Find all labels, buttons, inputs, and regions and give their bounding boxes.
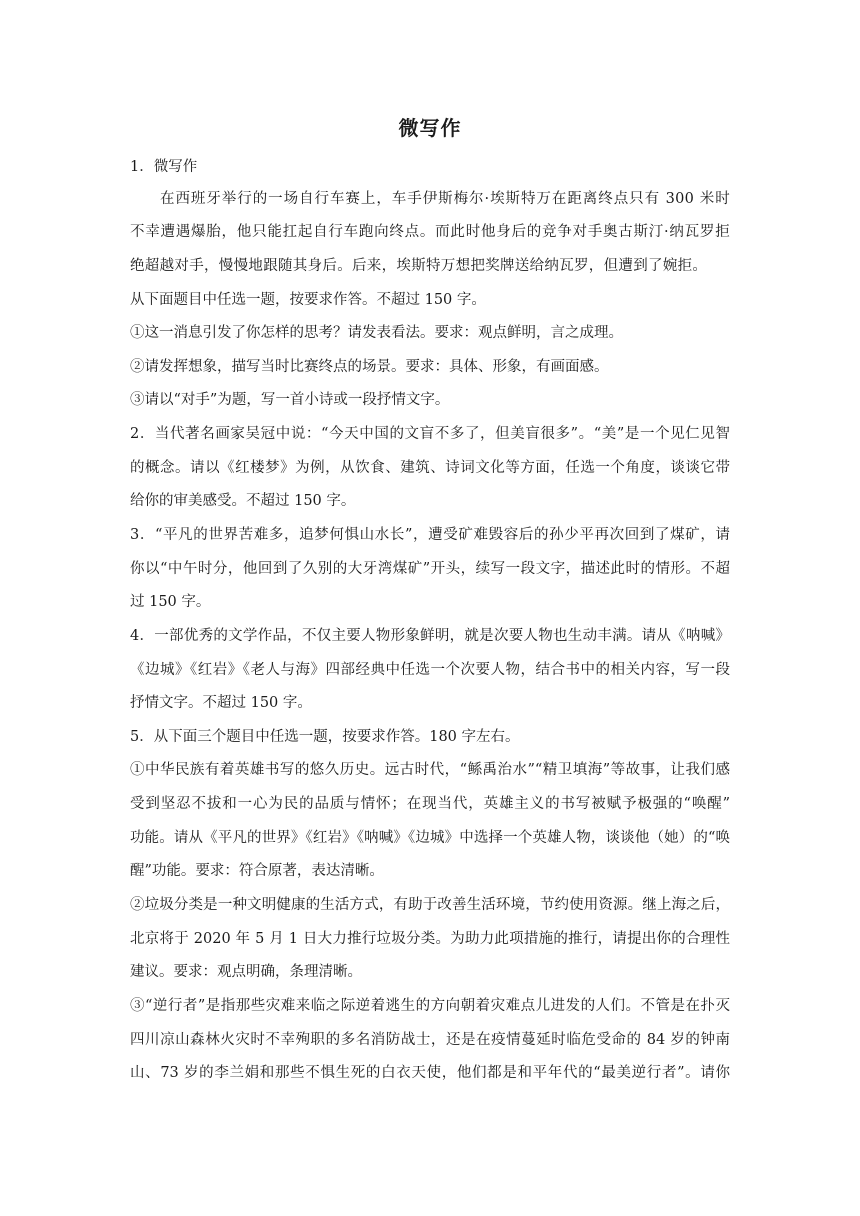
question-3-line: 你以“中午时分，他回到了久别的大牙湾煤矿”开头，续写一段文字，描述此时的情形。不超 [130,561,730,577]
question-1-instruction: 从下面题目中任选一题，按要求作答。不超过 150 字。 [130,292,486,308]
question-1-option-2: ②请发挥想象，描写当时比赛终点的场景。要求：具体、形象，有画面感。 [130,359,609,375]
question-4-line: 4．一部优秀的文学作品，不仅主要人物形象鲜明，就是次要人物也生动丰满。请从《呐喊》 [130,628,730,644]
question-5-option-1-line: 受到坚忍不拔和一心为民的品质与情怀；在现当代，英雄主义的书写被赋予极强的“唤醒” [130,796,730,812]
question-1-passage-line: 不幸遭遇爆胎，他只能扛起自行车跑向终点。而此时他身后的竞争对手奥古斯汀·纳瓦罗拒 [130,224,730,240]
question-2-line: 2．当代著名画家吴冠中说：“今天中国的文盲不多了，但美盲很多”。“美”是一个见仁见智 [130,426,730,442]
question-1-option-3: ③请以“对手”为题，写一首小诗或一段抒情文字。 [130,392,450,408]
question-2-line: 的概念。请以《红楼梦》为例，从饮食、建筑、诗词文化等方面，任选一个角度，谈谈它带 [130,460,730,476]
page-title: 微写作 [398,116,462,140]
question-5-option-2-line: 建议。要求：观点明确，条理清晰。 [130,964,362,980]
question-5-option-3-line: 山、73 岁的李兰娟和那些不惧生死的白衣天使，他们都是和平年代的“最美逆行者”。请你 [130,1065,730,1081]
question-5-option-3-line: 四川凉山森林火灾时不幸殉职的多名消防战士，还是在疫情蔓延时临危受命的 84 岁的钟南 [130,1032,730,1048]
question-1-option-1: ①这一消息引发了你怎样的思考？请发表看法。要求：观点鲜明，言之成理。 [130,325,623,341]
question-1-passage-line: 绝超越对手，慢慢地跟随其身后。后来，埃斯特万想把奖牌送给纳瓦罗，但遭到了婉拒。 [130,258,708,274]
question-3-line: 过 150 字。 [130,594,211,610]
question-5-option-1-line: 醒”功能。要求：符合原著，表达清晰。 [130,863,384,879]
question-1-heading: 1．微写作 [130,159,198,175]
question-4-line: 《边城》《红岩》《老人与海》四部经典中任选一个次要人物，结合书中的相关内容，写一段 [130,662,730,678]
question-5-option-2-line: ②垃圾分类是一种文明健康的生活方式，有助于改善生活环境，节约使用资源。继上海之后， [130,897,730,913]
question-5-heading: 5．从下面三个题目中任选一题，按要求作答。180 字左右。 [130,729,520,745]
question-1-passage-line: 在西班牙举行的一场自行车赛上，车手伊斯梅尔·埃斯特万在距离终点只有 300 米时 [160,191,730,207]
question-3-line: 3．“平凡的世界苦难多，追梦何惧山水长”，遭受矿难毁容后的孙少平再次回到了煤矿，请 [130,527,730,543]
question-5-option-1-line: ①中华民族有着英雄书写的悠久历史。远古时代，“鲧禹治水”“精卫填海”等故事，让我们感 [130,762,730,778]
question-5-option-2-line: 北京将于 2020 年 5 月 1 日大力推行垃圾分类。为助力此项措施的推行，请提出你的合理性 [130,931,730,947]
question-5-option-3-line: ③“逆行者”是指那些灾难来临之际逆着逃生的方向朝着灾难点儿进发的人们。不管是在扑灭 [130,998,730,1014]
question-5-option-1-line: 功能。请从《平凡的世界》《红岩》《呐喊》《边城》中选择一个英雄人物，谈谈他（她）的“唤 [130,830,730,846]
question-4-line: 抒情文字。不超过 150 字。 [130,695,312,711]
question-2-line: 给你的审美感受。不超过 150 字。 [130,493,356,509]
